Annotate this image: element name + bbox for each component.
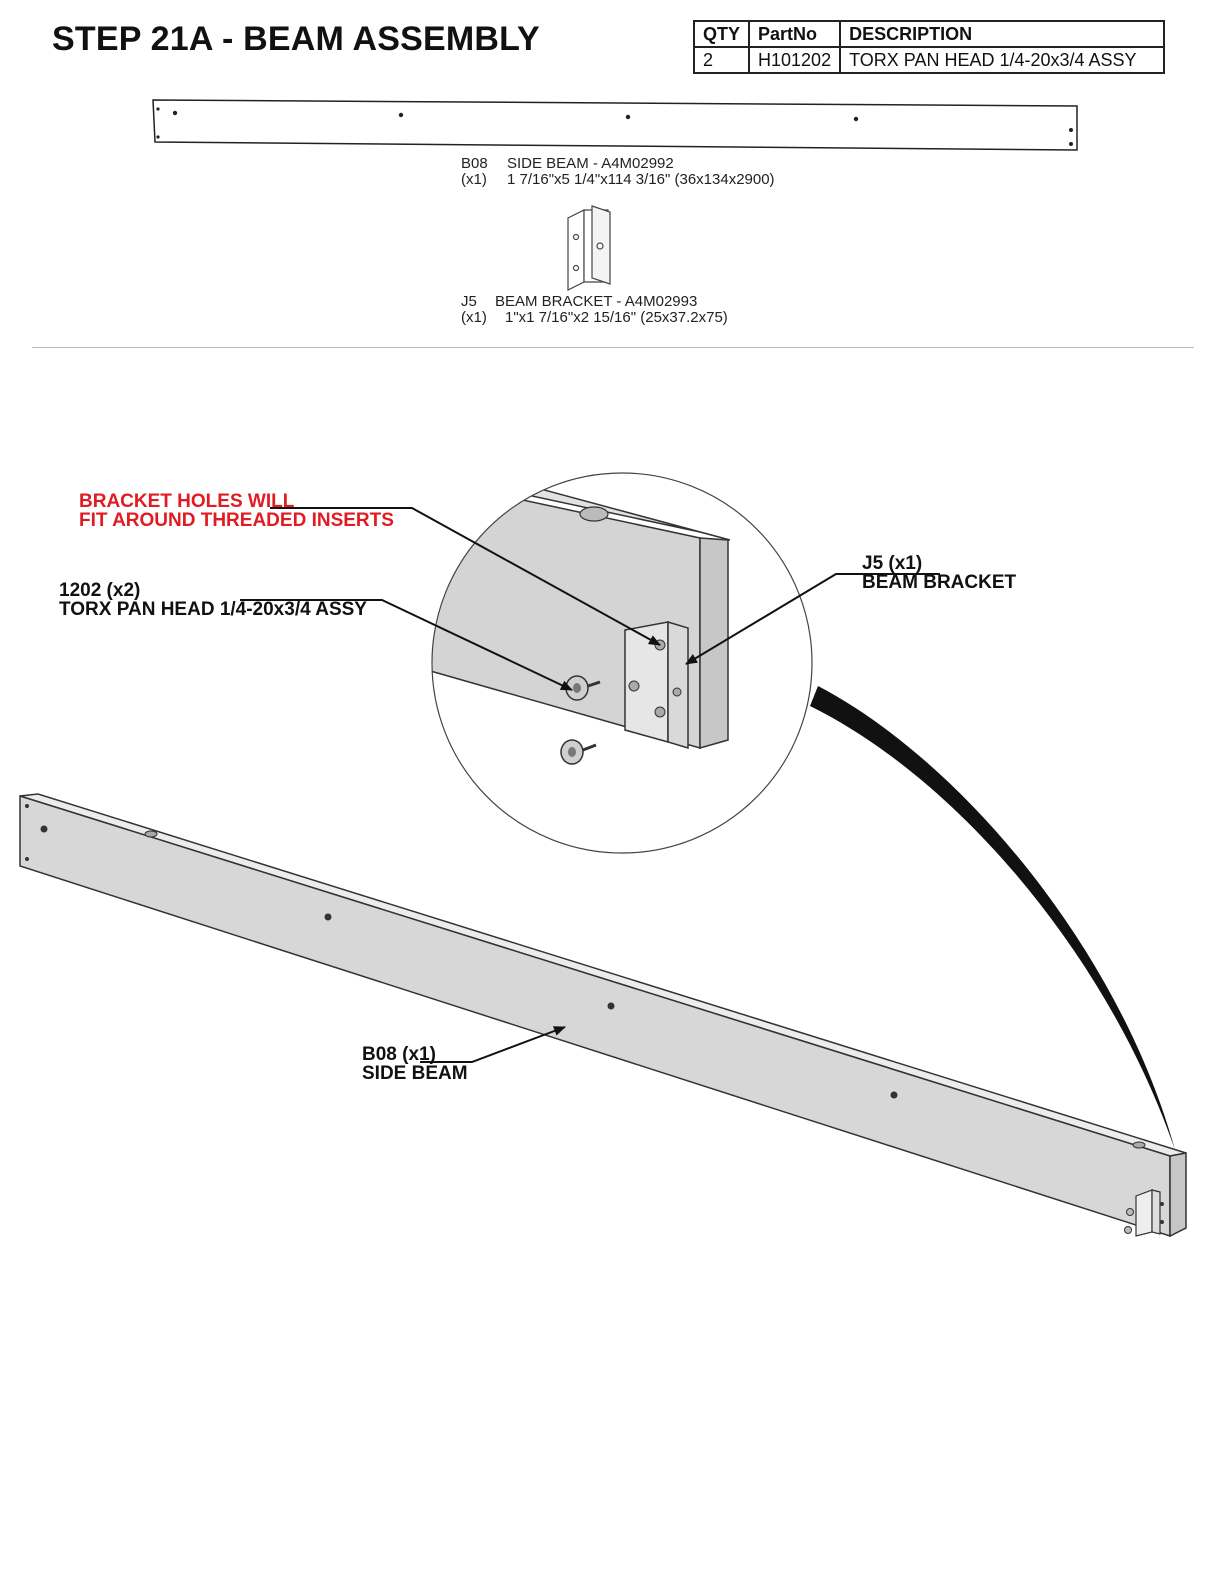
beam-bracket-part-drawing — [568, 206, 610, 290]
description-header: DESCRIPTION — [840, 21, 1164, 47]
bracket-callout-line1: J5 (x1) — [862, 553, 923, 574]
beam-callout — [362, 1045, 468, 1083]
screw-callout-line2: TORX PAN HEAD 1/4-20x3/4 ASSY — [59, 599, 367, 620]
beam-callout-line2: SIDE BEAM — [362, 1063, 468, 1084]
beam-callout-line1: B08 (x1) — [362, 1044, 436, 1065]
section-divider — [32, 347, 1194, 348]
detail-view — [420, 470, 812, 853]
screw-icon — [561, 740, 596, 764]
side-beam-code: B08 — [461, 155, 488, 172]
partno-cell: H101202 — [749, 47, 840, 73]
beam-bracket-qty: (x1) — [461, 309, 487, 326]
partno-header: PartNo — [749, 21, 840, 47]
beam-bracket-dims: 1"x1 7/16"x2 15/16" (25x37.2x75) — [505, 309, 728, 326]
qty-cell: 2 — [694, 47, 749, 73]
beam-bracket-name: BEAM BRACKET - A4M02993 — [495, 293, 698, 310]
bracket-callout-line2: BEAM BRACKET — [862, 572, 1017, 593]
bracket-holes-note-line1: BRACKET HOLES WILL — [79, 491, 295, 512]
qty-header: QTY — [694, 21, 749, 47]
screw-callout — [59, 581, 367, 619]
side-beam-dims: 1 7/16"x5 1/4"x114 3/16" (36x134x2900) — [507, 171, 775, 188]
bracket-holes-note — [79, 492, 394, 530]
beam-bracket-label — [461, 294, 728, 326]
side-beam-part-drawing — [153, 100, 1077, 150]
bracket-holes-note-line2: FIT AROUND THREADED INSERTS — [79, 510, 394, 531]
side-beam-name: SIDE BEAM - A4M02992 — [507, 155, 674, 172]
side-beam-qty: (x1) — [461, 171, 487, 188]
description-cell: TORX PAN HEAD 1/4-20x3/4 ASSY — [840, 47, 1164, 73]
side-beam-label — [461, 156, 775, 188]
screw-callout-line1: 1202 (x2) — [59, 580, 141, 601]
beam-bracket-code: J5 — [461, 293, 477, 310]
bracket-callout — [862, 554, 1016, 592]
page-title: STEP 21A - BEAM ASSEMBLY — [52, 20, 540, 58]
